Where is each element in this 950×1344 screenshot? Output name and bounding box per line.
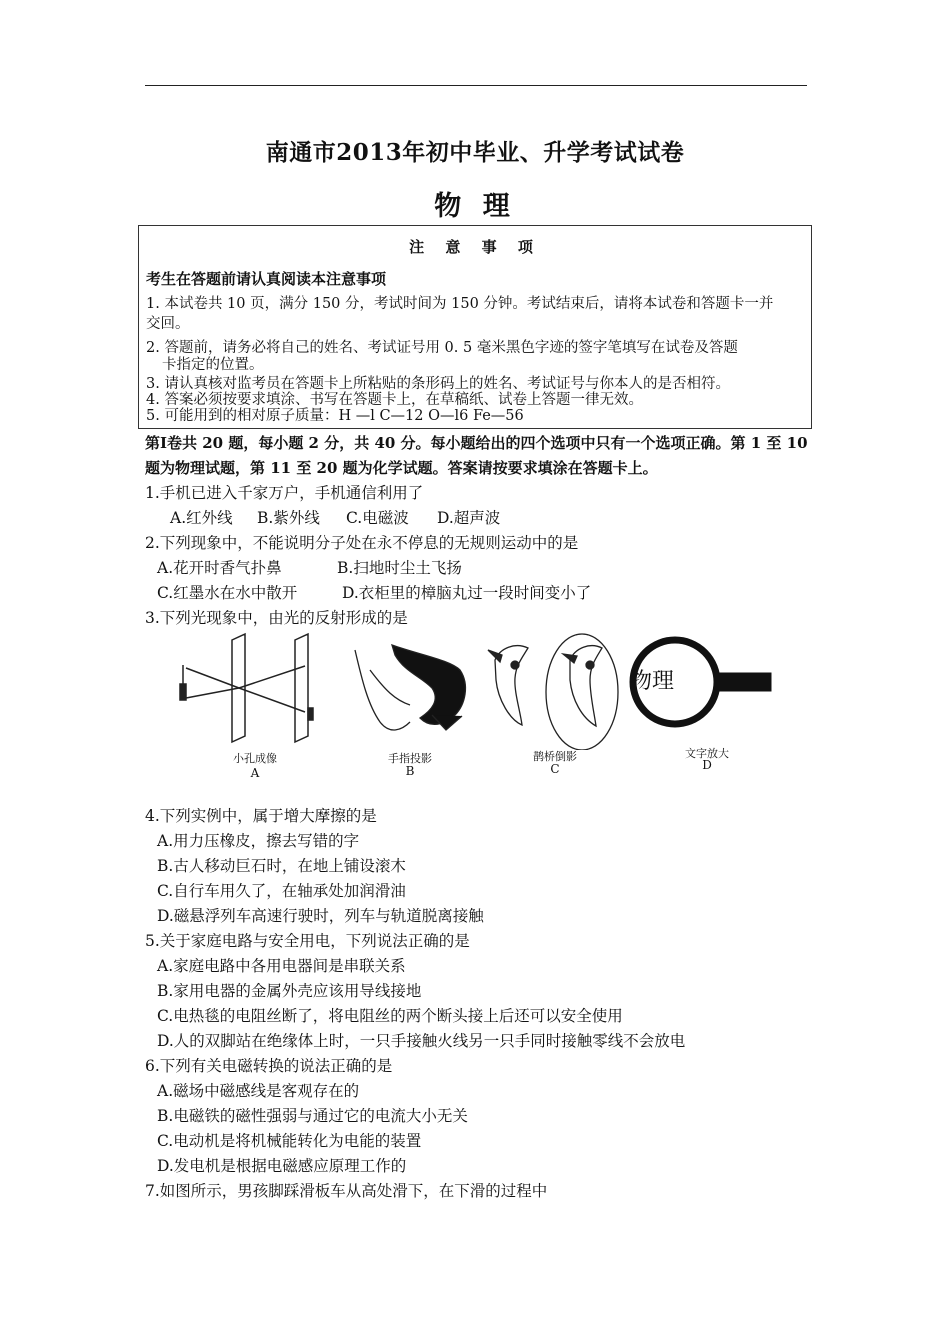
notice-item-text: 1. 本试卷共 10 页，满分 150 分，考试时间为 150 分钟。考试结束后，请将本试卷和答题卡一并 — [146, 296, 774, 312]
exam-title: 南通市2013年初中毕业、升学考试试卷 — [265, 139, 685, 166]
option: C.自行车用久了，在轴承处加润滑油 — [157, 882, 406, 900]
question-stem: 5.关于家庭电路与安全用电，下列说法正确的是 — [145, 932, 470, 950]
option: A.家庭电路中各用电器间是串联关系 — [157, 957, 406, 975]
figure-letter: D — [702, 758, 712, 772]
figure-letter: C — [550, 762, 560, 776]
option: B.扫地时尘土飞扬 — [337, 559, 462, 577]
bird-reflection-diagram — [488, 634, 618, 750]
pinhole-diagram — [180, 634, 313, 742]
option: A.红外线 — [170, 509, 233, 527]
option: B.紫外线 — [257, 509, 320, 527]
question-stem: 7.如图所示，男孩脚踩滑板车从高处滑下，在下滑的过程中 — [145, 1182, 548, 1200]
option: D.发电机是根据电磁感应原理工作的 — [157, 1157, 407, 1175]
notice-item — [146, 294, 808, 334]
option: A.磁场中磁感线是客观存在的 — [157, 1082, 360, 1100]
top-rule — [145, 85, 807, 86]
question-stem: 1.手机已进入千家万户，手机通信利用了 — [145, 484, 424, 502]
notice-item-text: 4. 答案必须按要求填涂、书写在答题卡上，在草稿纸、试卷上答题一律无效。 — [146, 392, 643, 408]
option: C.红墨水在水中散开 — [157, 584, 298, 602]
option: D.超声波 — [437, 509, 501, 527]
notice-item-text: 2. 答题前，请务必将自己的姓名、考试证号用 0. 5 毫米黑色字迹的签字笔填写在试卷及答题 — [146, 340, 738, 356]
subject-title: 物 理 — [434, 191, 516, 222]
question-stem: 4.下列实例中，属于增大摩擦的是 — [145, 807, 377, 825]
figure-caption: 手指投影 — [388, 752, 432, 765]
hand-shadow-diagram — [355, 645, 465, 730]
option: D.磁悬浮列车高速行驶时，列车与轨道脱离接触 — [157, 907, 484, 925]
figure-letter: B — [405, 764, 415, 778]
figure-caption: 鹊桥倒影 — [533, 750, 577, 763]
option: C.电动机是将机械能转化为电能的装置 — [157, 1132, 422, 1150]
figure-letter: A — [250, 766, 260, 780]
option: D.衣柜里的樟脑丸过一段时间变小了 — [342, 584, 592, 602]
question-stem: 6.下列有关电磁转换的说法正确的是 — [145, 1057, 393, 1075]
figure-caption: 小孔成像 — [233, 752, 277, 765]
option: A.花开时香气扑鼻 — [157, 559, 282, 577]
option: B.电磁铁的磁性强弱与通过它的电流大小无关 — [157, 1107, 468, 1125]
notice-item-cont: 交回。 — [146, 316, 190, 332]
notice-item-cont: 卡指定的位置。 — [162, 357, 264, 373]
notice-item-text: 3. 请认真核对监考员在答题卡上所粘贴的条形码上的姓名、考试证号与你本人的是否相符。 — [146, 376, 730, 392]
question-stem: 2.下列现象中，不能说明分子处在永不停息的无规则运动中的是 — [145, 534, 579, 552]
figure-caption: 文字放大 — [685, 747, 729, 760]
notice-item — [146, 406, 808, 426]
notice-item — [146, 340, 808, 374]
option: A.用力压橡皮，擦去写错的字 — [157, 832, 360, 850]
notice-heading: 注 意 事 项 — [409, 238, 541, 256]
question-stem: 3.下列光现象中，由光的反射形成的是 — [145, 609, 408, 627]
magnifier-text: 物理 — [630, 669, 675, 694]
optics-illustrations — [170, 630, 780, 750]
section-instructions: 第Ⅰ卷共 20 题，每小题 2 分，共 40 分。每小题给出的四个选项中只有一个选项正确。第 1 至 10 题为物理试题，第 11 至 20 题为化学试题。答案请按要求填涂在答题卡上。 — [145, 434, 808, 477]
notice-box — [138, 225, 812, 429]
option: B.古人移动巨石时，在地上铺设滚木 — [157, 857, 406, 875]
optics-figure — [170, 630, 780, 780]
option: B.家用电器的金属外壳应该用导线接地 — [157, 982, 422, 1000]
option: C.电热毯的电阻丝断了，将电阻丝的两个断头接上后还可以安全使用 — [157, 1007, 623, 1025]
option: C.电磁波 — [346, 509, 409, 527]
notice-subheading: 考生在答题前请认真阅读本注意事项 — [146, 270, 387, 288]
option: D.人的双脚站在绝缘体上时，一只手接触火线另一只手同时接触零线不会放电 — [157, 1032, 686, 1050]
notice-item-text: 5. 可能用到的相对原子质量：H —l C—12 O—l6 Fe—56 — [146, 408, 524, 424]
